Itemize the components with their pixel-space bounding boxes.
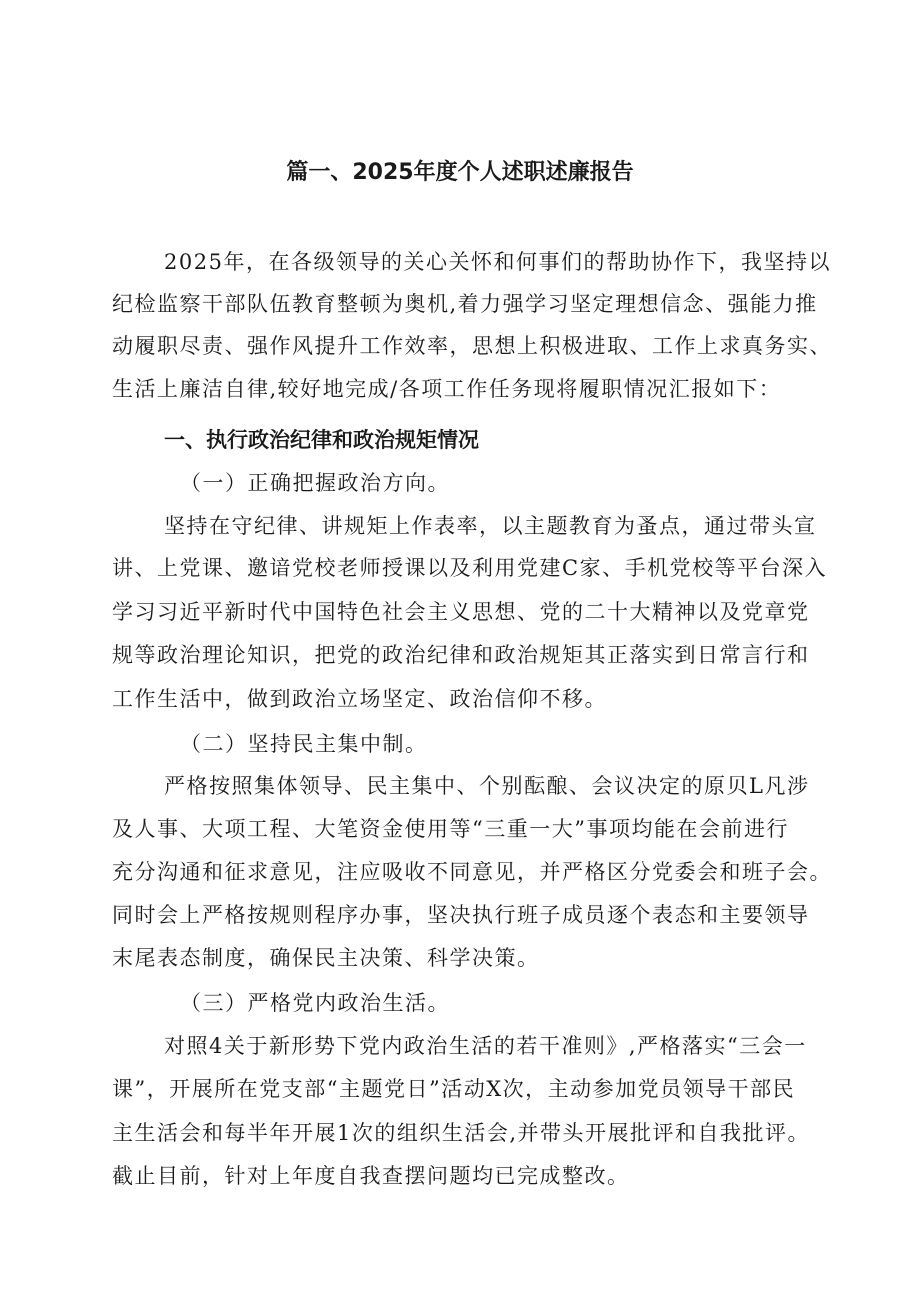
paragraph-line: 生活上廉洁自律,较好地完成/各项工作任务现将履职情况汇报如下： (112, 377, 782, 401)
page-title: 篇一、2025年度个人述职述廉报告 (286, 160, 634, 185)
paragraph-line: 规等政治理论知识，把党的政治纪律和政治规矩其正落实到日常言行和 (112, 643, 810, 667)
paragraph-line: 严格按照集体领导、民主集中、个别酝酿、会议决定的原贝L凡涉 (164, 774, 810, 798)
paragraph-line: 2025年，在各级领导的关心关怀和何事们的帮助协作下，我坚持以 (164, 250, 831, 274)
paragraph-line: 讲、上党课、邀谙党校老师授课以及利用党建C家、手机党校等平台深入 (112, 556, 828, 580)
section-heading: 一、执行政治纪律和政治规矩情况 (164, 428, 479, 452)
paragraph-line: 及人事、大项工程、大笔资金使用等“三重一大”事项均能在会前进行 (112, 817, 789, 841)
paragraph-line: 动履职尽责、强作风提升工作效率，思想上积极进取、工作上求真务实、 (112, 334, 832, 358)
subsection-heading: （一）正确把握政治方向。 (180, 471, 450, 495)
subsection-heading: （三）严格党内政治生活。 (180, 991, 450, 1015)
paragraph-line: 末尾表态制度，确保民主决策、科学决策。 (112, 946, 540, 970)
paragraph-line: 主生活会和每半年开展1次的组织生活会,并带头开展批评和自我批评。 (112, 1121, 811, 1145)
subsection-heading: （二）坚持民主集中制。 (180, 732, 428, 756)
paragraph-line: 学习习近平新时代中国特色社会主义思想、党的二十大精神以及党章党 (112, 600, 810, 624)
paragraph-line: 截止目前，针对上年度自我查摆问题均已完成整改。 (112, 1164, 630, 1188)
paragraph-line: 纪检监察干部队伍教育整顿为奥机,着力强学习坚定理想信念、强能力推 (112, 292, 818, 316)
paragraph-line: 充分沟通和征求意见，注应吸收不同意见，并严格区分党委会和班子会。 (112, 860, 832, 884)
paragraph-line: 同时会上严格按规则程序办事，坚决执行班子成员逐个表态和主要领导 (112, 903, 810, 927)
paragraph-line: 对照4关于新形势下党内政治生活的若干准则》,严格落实“三会一 (164, 1034, 807, 1058)
paragraph-line: 坚持在守纪律、讲规矩上作表率，以主题教育为蚤点，通过带头宣 (164, 514, 817, 538)
paragraph-line: 工作生活中，做到政治立场坚定、政治信仰不移。 (112, 687, 607, 711)
paragraph-line: 课”，开展所在党支部“主题党日”活动X次，主动参加党员领导干部民 (112, 1077, 796, 1101)
